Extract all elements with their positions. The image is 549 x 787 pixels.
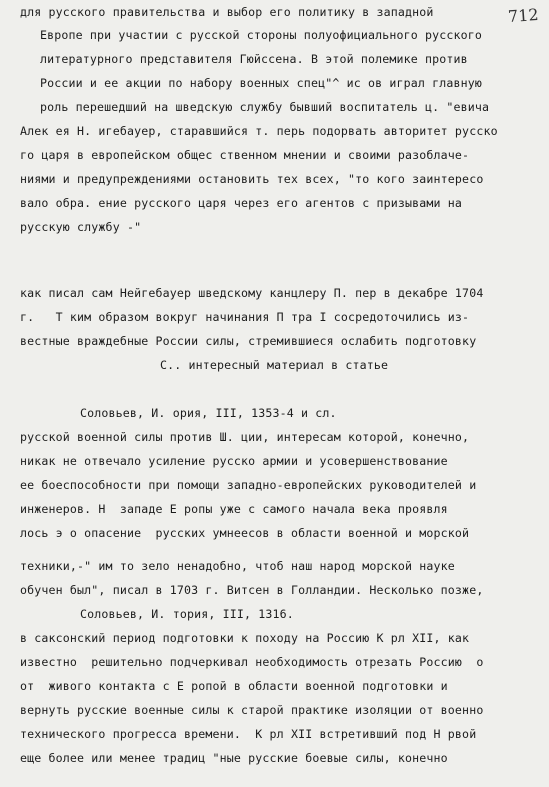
text-line: никак не отвечало усиление русско армии и усовершенствование [20, 454, 448, 468]
text-line: для русского правительства и выбор его политику в западной [20, 5, 434, 19]
text-line: лось э о опасение русских умнеесов в области военной и морской [20, 526, 470, 540]
text-line: С.. интересный материал в статье [160, 358, 389, 372]
text-line: г. Т ким образом вокруг начинания П тра I сосредоточились из- [20, 310, 470, 324]
text-line: техники,-" им то зело ненадобно, чтоб наш народ морской науке [20, 559, 455, 573]
text-line: Соловьев, И. ория, III, 1353-4 и сл. [80, 406, 337, 420]
page-number: 712 [507, 4, 540, 27]
text-line: ее боеспособности при помощи западно-европейских руководителей и [20, 478, 477, 492]
text-line: технического прогресса времени. К рл XII встретивший под Н рвой [20, 727, 477, 741]
text-line: вало обра. ение русского царя через его агентов с призывами на [20, 196, 463, 210]
text-line: ниями и предупреждениями остановить тех всех, "то кого заинтересо [20, 172, 484, 186]
text-line: вернуть русские военные силы к старой практике изоляции от военно [20, 703, 484, 717]
text-line: Соловьев, И. тория, III, 1316. [80, 607, 294, 621]
text-line: известно решительно подчеркивал необходимость отрезать Россию о [20, 655, 484, 669]
text-line: литературного представителя Гюйссена. В этой полемике против [40, 52, 468, 66]
text-line: роль перешедший на шведскую службу бывший воспитатель ц. "евича [40, 100, 490, 114]
text-line: России и ее акции по набору военных спец"^ ис ов играл главную [40, 76, 483, 90]
text-line: в саксонский период подготовки к походу на Россию К рл XII, как [20, 631, 470, 645]
text-line: Европе при участии с русской стороны полуофициального русского [40, 28, 483, 42]
text-line: Алек ея Н. игебауер, старавшийся т. перь подорвать авторитет русско [20, 124, 498, 138]
text-line: от живого контакта с Е ропой в области военной подготовки и [20, 679, 448, 693]
text-line: инженеров. Н западе Е ропы уже с самого начала века проявля [20, 502, 448, 516]
text-line: обучен был", писал в 1703 г. Витсен в Голландии. Несколько позже, [20, 583, 484, 597]
text-line: вестные враждебные России силы, стремившиеся ослабить подготовку [20, 334, 477, 348]
text-line: как писал сам Нейгебауер шведскому канцлеру П. пер в декабре 1704 [20, 286, 484, 300]
text-line: го царя в европейском общес ственном мнении и своими разоблаче- [20, 148, 470, 162]
text-line: еще более или менее традиц "ные русские боевые силы, конечно [20, 751, 448, 765]
text-line: русскую службу -" [20, 220, 142, 234]
text-line: русской военной силы против Ш. ции, интересам которой, конечно, [20, 430, 470, 444]
